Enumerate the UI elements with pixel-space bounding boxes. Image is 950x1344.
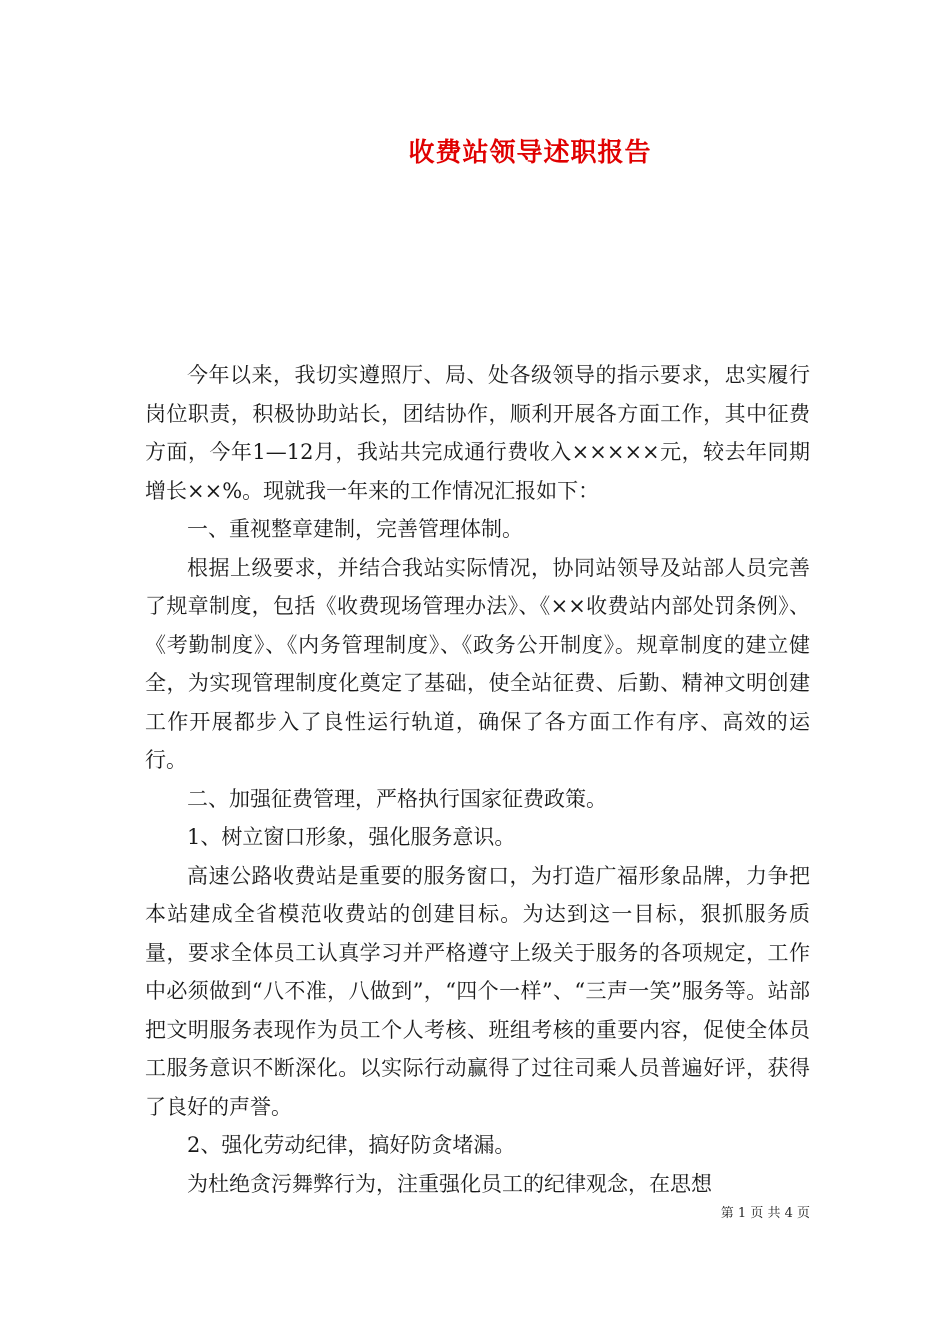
document-body (145, 356, 810, 1203)
section-heading-1: 一、重视整章建制，完善管理体制。 (187, 517, 523, 541)
subsection-heading-2-2: 2、强化劳动纪律，搞好防贪堵漏。 (187, 1133, 516, 1157)
intro-paragraph: 今年以来，我切实遵照厅、局、处各级领导的指示要求，忠实履行岗位职责，积极协助站长，团结协作，顺利开展各方面工作，其中征费方面，今年1—12月，我站共完成通行费收入×××××元，较去年同期增长××%。现就我一年来的工作情况汇报如下： (145, 363, 810, 503)
section-1-paragraph: 根据上级要求，并结合我站实际情况，协同站领导及站部人员完善了规章制度，包括《收费现场管理办法》、《××收费站内部处罚条例》、《考勤制度》、《内务管理制度》、《政务公开制度》。规章制度的建立健全，为实现管理制度化奠定了基础，使全站征费、后勤、精神文明创建工作开展都步入了良性运行轨道，确保了各方面工作有序、高效的运行。 (145, 555, 810, 772)
page-footer: 第 1 页 共 4 页 (720, 1206, 810, 1221)
document-title: 收费站领导述职报告 (408, 138, 652, 168)
subsection-2-2-paragraph: 为杜绝贪污舞弊行为，注重强化员工的纪律观念，在思想 (187, 1171, 712, 1196)
subsection-heading-2-1: 1、树立窗口形象，强化服务意识。 (187, 825, 516, 849)
section-heading-2: 二、加强征费管理，严格执行国家征费政策。 (187, 786, 607, 811)
subsection-2-1-paragraph: 高速公路收费站是重要的服务窗口，为打造广福形象品牌，力争把本站建成全省模范收费站的创建目标。为达到这一目标，狠抓服务质量，要求全体员工认真学习并严格遵守上级关于服务的各项规定，工作中必须做到“八不准，八做到”，“四个一样”、“三声一笑”服务等。站部把文明服务表现作为员工个人考核、班组考核的重要内容，促使全体员工服务意识不断深化。以实际行动赢得了过往司乘人员普遍好评，获得了良好的声誉。 (145, 863, 810, 1119)
